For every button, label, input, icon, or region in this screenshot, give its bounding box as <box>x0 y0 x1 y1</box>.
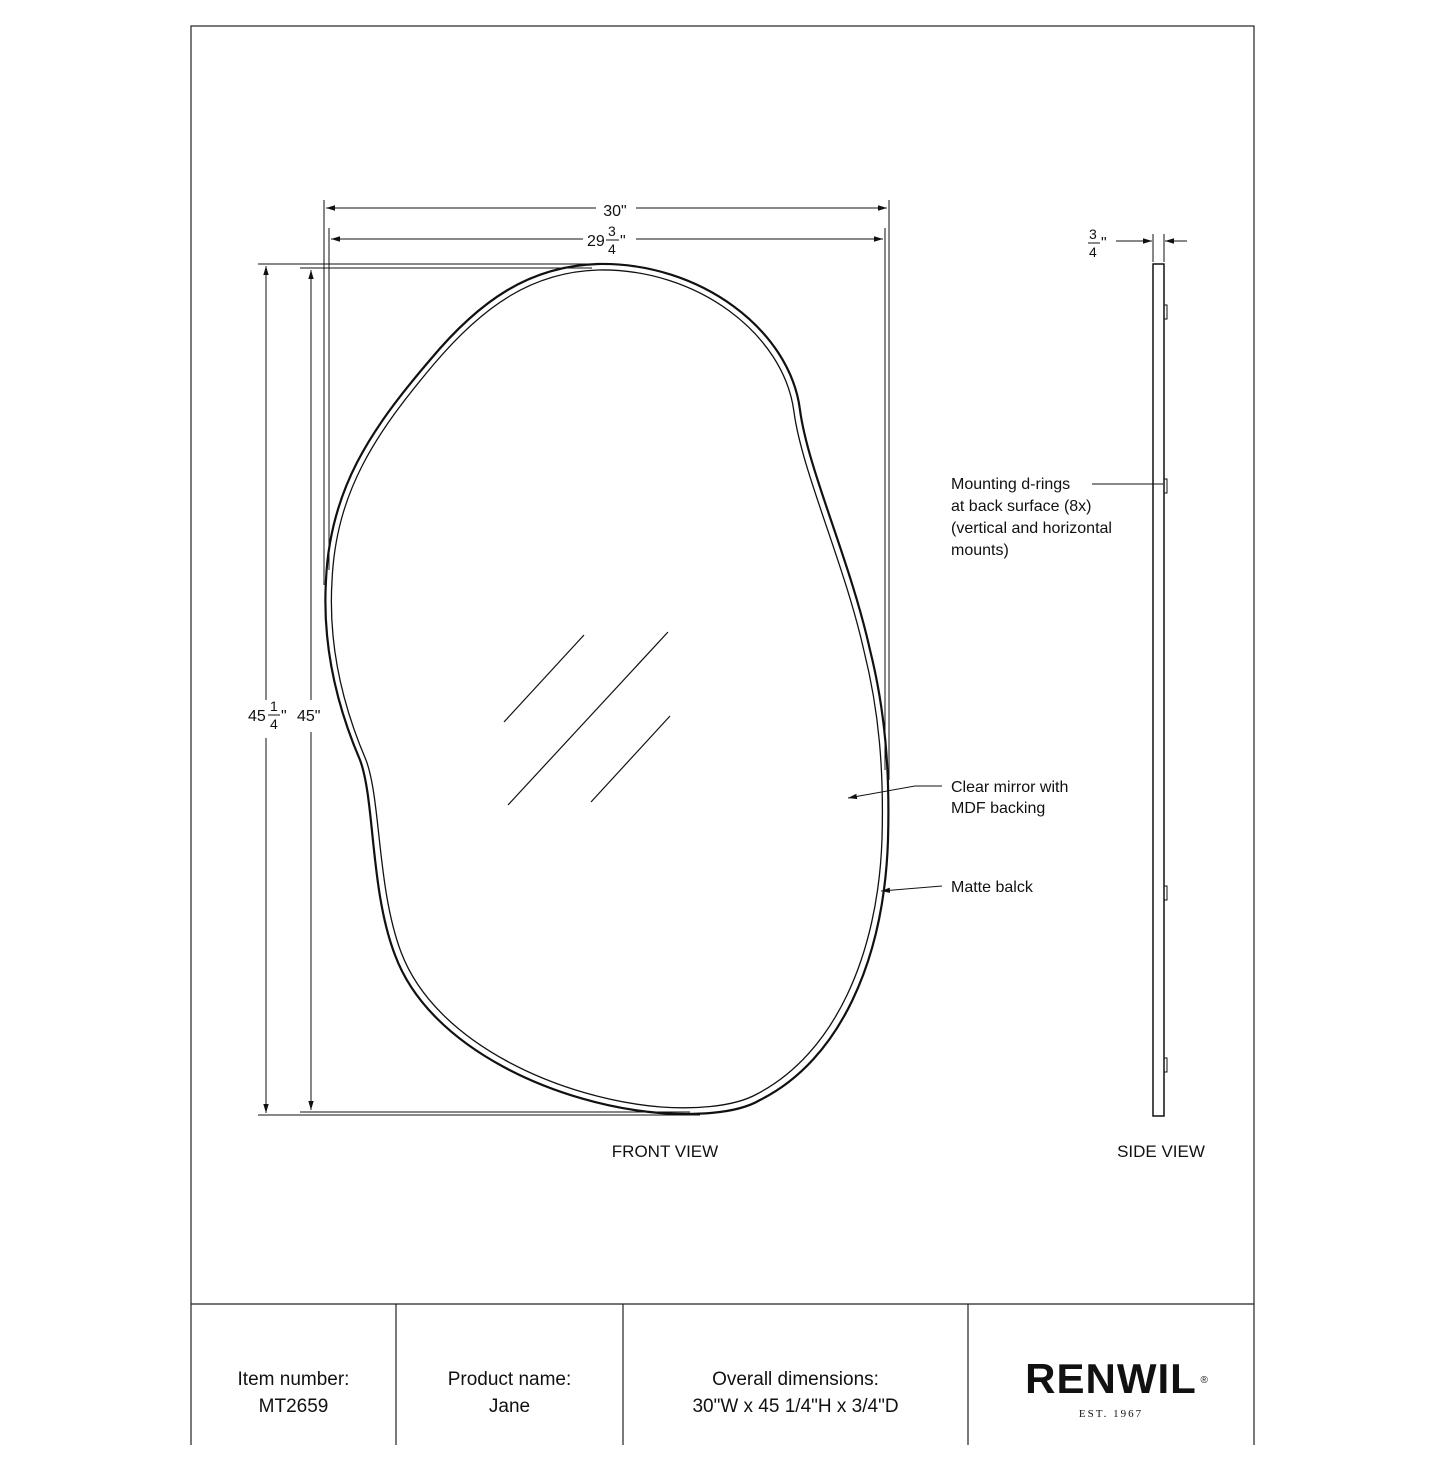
overall-dimensions-label: Overall dimensions: <box>712 1369 879 1390</box>
d-ring <box>1164 305 1167 319</box>
item-number-label: Item number: <box>237 1369 350 1390</box>
side-view <box>1092 234 1187 1116</box>
callout-d-rings-line1: Mounting d-rings <box>951 476 1071 493</box>
item-number-value: MT2659 <box>258 1396 329 1417</box>
dim-width-inner-whole: 29 <box>587 233 605 250</box>
side-view-label: SIDE VIEW <box>1117 1142 1205 1161</box>
front-view-label: FRONT VIEW <box>611 1142 719 1161</box>
dim-depth-suffix: " <box>1101 235 1107 252</box>
dim-width-inner-num: 3 <box>608 223 616 239</box>
product-name-cell <box>396 1304 623 1482</box>
d-ring <box>1164 1058 1167 1072</box>
dim-width-outer-text: 30" <box>603 203 627 220</box>
callout-mirror-line1: Clear mirror with <box>951 779 1069 796</box>
dim-depth-num: 3 <box>1089 226 1097 242</box>
dim-height-outer-num: 1 <box>270 698 278 714</box>
reflection-line <box>504 635 584 722</box>
product-name-value: Jane <box>488 1396 531 1417</box>
side-profile <box>1153 264 1164 1116</box>
callout-frame: Matte balck <box>951 879 1033 896</box>
brand-logo <box>1025 1354 1209 1402</box>
overall-dimensions-value: 30"W x 45 1/4"H x 3/4"D <box>692 1396 899 1417</box>
front-view <box>258 200 942 1115</box>
dim-depth-den: 4 <box>1089 244 1097 260</box>
d-ring <box>1164 479 1167 493</box>
dim-height-inner-text: 45" <box>297 708 321 725</box>
dim-width-inner-den: 4 <box>608 241 616 257</box>
reflection-line <box>508 632 668 805</box>
d-ring <box>1164 886 1167 900</box>
mirror-outline-outer <box>325 264 888 1114</box>
dim-height-outer-whole: 45 <box>248 708 266 725</box>
brand-established: EST. 1967 <box>1078 1407 1144 1420</box>
overall-dimensions-cell <box>623 1304 968 1482</box>
brand-cell <box>968 1304 1254 1482</box>
leader-frame <box>881 886 942 891</box>
leader-mirror <box>848 786 942 798</box>
mirror-outline-inner <box>331 270 882 1108</box>
title-block <box>191 1304 1254 1482</box>
callout-mirror-line2: MDF backing <box>951 800 1046 817</box>
callout-d-rings-line2: at back surface (8x) <box>951 498 1092 515</box>
callout-d-rings-line3: (vertical and horizontal <box>951 520 1112 537</box>
dim-width-inner-text <box>587 223 626 257</box>
dim-height-outer-text <box>248 698 287 732</box>
product-name-label: Product name: <box>447 1369 572 1390</box>
dim-height-outer-suffix: " <box>281 708 287 725</box>
registered-mark: ® <box>1200 1374 1209 1386</box>
dim-depth-text <box>1088 226 1107 260</box>
brand-wordmark: RENWIL <box>1025 1354 1197 1402</box>
item-number-cell <box>191 1304 396 1482</box>
callout-d-rings-line4: mounts) <box>951 542 1009 559</box>
dim-width-inner-suffix: " <box>620 233 626 250</box>
reflection-line <box>591 716 670 802</box>
dim-height-outer-den: 4 <box>270 716 278 732</box>
